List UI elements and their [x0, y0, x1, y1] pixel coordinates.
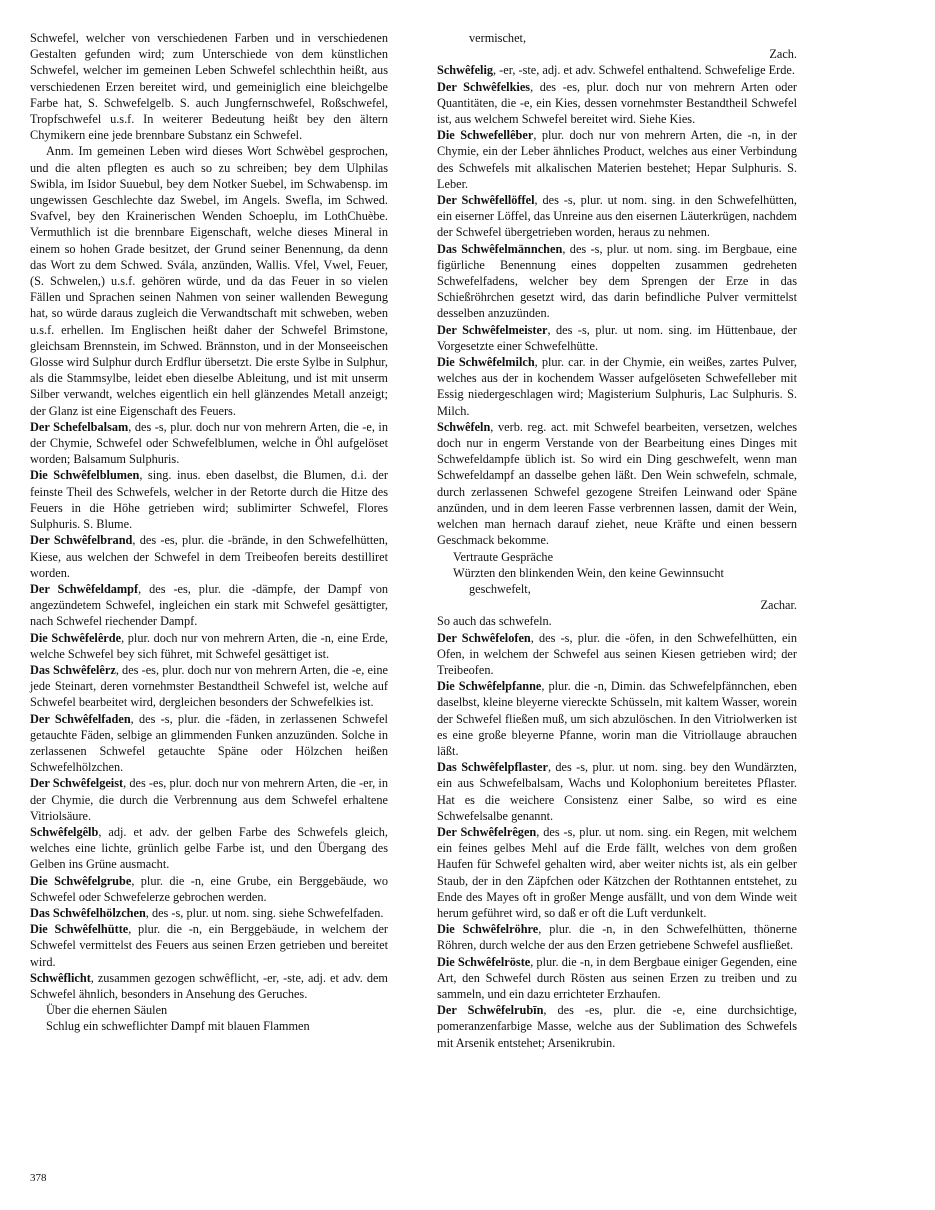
entry-headword: Die Schwêfelblumen: [30, 468, 140, 483]
entry-headword: Der Schwêfelfaden: [30, 711, 131, 726]
entry-definition: , -er, -ste, adj. et adv. Schwefel enthaltend. Schwefelige Erde.: [493, 63, 795, 78]
entry-definition: , des -es, plur. doch nur von mehrern Arten, die -e, eine jede Steinart, deren vornehmster Bestandtheil Schwefel ist, welche auf Schwefel bearbeitet wird, dergleichen besonders der Schwefelkies ist.: [30, 662, 388, 710]
entry-headword: Der Schwêfelofen: [437, 630, 531, 645]
page-number: 378: [30, 1172, 47, 1184]
entry-definition: , plur. die -n, in den Schwefelhütten, thönerne Röhren, durch welche der aus den Erzen getriebene Schwefel ausfließet.: [437, 922, 797, 953]
entry-definition: , des -s, plur. ut nom. sing. im Bergbaue, eine figürliche Benennung eines doppelten zusammen gedreheten Schwefelfadens, welcher bey dem Sprengen der Erze in das Schießröhrchen gesetzt wird, das darin befindliche Pulver vermittelst desselben anzuzünden.: [437, 241, 798, 321]
entry-headword: Der Schwêfelbrand: [30, 533, 133, 548]
entry-definition: , des -es, plur. die -e, eine durchsichtige, pomeranzenfarbige Masse, welche aus der Sublimation des Schwefels mit Arsenik entstehet; Arsenikrubin.: [437, 1003, 797, 1050]
entry-headword: Die Schwêfelmilch: [437, 355, 535, 370]
dictionary-entry: [30, 581, 388, 630]
verse-line: Schlug ein schweflichter Dampf mit blauen Flammen: [46, 1019, 310, 1034]
entry-definition: , des -es, plur. doch nur von mehrern Arten oder Quantitäten, die -e, ein Kies, dessen vornehmster Bestandtheil Schwefel ist, aus welchem Schwefel bereitet wird. Siehe Kies.: [437, 79, 797, 127]
entry-headword: Die Schwêfelröhre: [437, 922, 539, 937]
dictionary-entry: [437, 630, 797, 679]
dictionary-entry: [30, 775, 388, 824]
dictionary-entry: [30, 873, 388, 905]
entry-headword: Schwêfeln: [437, 419, 491, 434]
dictionary-entry: [437, 759, 797, 824]
entry-definition: , des -s, plur. doch nur von mehrern Arten, die -e, in der Chymie, Schwefel oder Schwefelblumen, welche in Öhl aufgelöset worden; Balsamum Sulphuris.: [30, 419, 388, 467]
dictionary-entry: [30, 662, 388, 711]
verse-line: Über die ehernen Säulen: [46, 1003, 168, 1018]
dictionary-entry: [437, 241, 797, 322]
entry-definition: , adj. et adv. der gelben Farbe des Schwefels gleich, welches eine lichte, grünlich gelbe Farbe ist, und den Übergang des Gelben ins Grüne ausmacht.: [30, 824, 388, 872]
entry-definition: , des -s, plur. ut nom. sing. in den Schwefelhütten, ein eiserner Löffel, das Unreine aus den eisernen Läuterkrügen, nachdem der Schwefel übergetrieben worden, heraus zu nehmen.: [437, 193, 797, 240]
entry-definition: , plur. doch nur von mehrern Arten, die -n, eine Erde, welche Schwefel bey sich führet, mit Schwefel gesättiget ist.: [30, 630, 388, 661]
entry-definition: , sing. inus. eben daselbst, die Blumen, d.i. der feinste Theil des Schwefels, welcher in der Retorte durch die Hitze des Feuers in die Höhe getrieben wird; sublimirter Schwefel, Flores Sulphuris. S. Blume.: [30, 468, 388, 532]
text-paragraph: So auch das schwefeln.: [437, 614, 552, 629]
dictionary-entry: [437, 954, 797, 1003]
entry-headword: Die Schwêfelgrube: [30, 873, 132, 888]
entry-definition: , des -s, plur. ut nom. sing. bey den Wundärzten, ein aus Schwefelbalsam, Wachs und Kolophonium bereitetes Pflaster. Hat es die weichere Consistenz einer Salbe, so wird es eine Schwefelsalbe genannt.: [437, 760, 797, 823]
entry-headword: Das Schwêfelhölzchen: [30, 905, 146, 920]
right-column: [437, 30, 797, 1051]
entry-headword: Die Schwêfelhütte: [30, 922, 129, 937]
dictionary-entry: [30, 419, 388, 468]
entry-definition: , plur. die -n, eine Grube, ein Berggebäude, wo Schwefel oder Schwefelerze gebrochen werden.: [30, 873, 389, 904]
entry-definition: , plur. die -n, Dimin. das Schwefelpfännchen, eben daselbst, kleine bleyerne viereckte Schüsseln, mit kaltem Wasser, worein der Schwefel fließen muß, um sich abzulöschen. In den Vitriolwerken ist es eine große bleyerne Pfanne, worin man die Vitriollauge abrauchen läßt.: [437, 679, 797, 758]
dictionary-entry: [437, 921, 797, 953]
dictionary-entry: [30, 630, 388, 662]
verse-line: vermischet,: [469, 31, 527, 45]
entry-headword: Schwêfelig: [437, 63, 494, 78]
entry-definition: , plur. die -n, in dem Bergbaue einiger Gegenden, eine Art, den Schwefel durch Rösten aus seinen Erzen zu treiben und zu sammeln, und ein dazu errichteter Erzhaufen.: [437, 954, 797, 1001]
entry-headword: Der Schwêfeldampf: [30, 581, 139, 596]
entry-definition: , des -es, plur. doch nur von mehrern Arten, die -er, in der Chymie, die durch die Verbrennung aus dem Schwefel erhaltene Vitriolsäure.: [30, 776, 388, 823]
entry-headword: Der Schwêfelgeist: [30, 776, 124, 791]
verse-attribution: Zachar.: [760, 598, 797, 613]
entry-headword: Der Schwêfellöffel: [437, 193, 535, 208]
entry-definition: , plur. die -n, ein Berggebäude, in welchem der Schwefel vermittelst des Feuers aus seinen Erzen getrieben und bereitet wird.: [30, 922, 388, 969]
entry-headword: Die Schwêfelêrde: [30, 630, 122, 645]
entry-definition: , des -es, plur. die -brände, in den Schwefelhütten, Kiese, aus welchen der Schwefel in dem Treibeofen bereits destilliret worden.: [30, 533, 388, 580]
dictionary-entry: [437, 192, 797, 241]
entry-headword: Schwêfelgêlb: [30, 824, 99, 839]
dictionary-entry: [437, 354, 797, 419]
verse-line: geschwefelt,: [469, 581, 531, 596]
left-column: [30, 30, 388, 1035]
entry-headword: Das Schwêfelêrz: [30, 662, 116, 677]
dictionary-entry: [30, 467, 388, 532]
entry-headword: Die Schwêfelröste: [437, 954, 531, 969]
dictionary-entry: [437, 322, 797, 354]
entry-headword: Die Schwefellêber: [437, 128, 534, 143]
entry-headword: Der Schefelbalsam: [30, 419, 129, 434]
entry-headword: Der Schwêfelmeister: [437, 322, 548, 337]
entry-definition: , des -s, plur. die -öfen, in den Schwefelhütten, ein Ofen, in welchem der Schwefel aus seinen Kiesen getrieben wird; der Treibeofen.: [437, 630, 797, 677]
entry-definition: , verb. reg. act. mit Schwefel bearbeiten, versetzen, welches doch nur in engerm Verstande von der Bearbeitung eines Dinges mit Schwefeldampfe üblich ist. So wird ein Ding geschwefelt, wenn man Schwefeldampf an dasselbe gehen läßt. Den Wein schwefeln, schmale, durch zerlassenen Schwefel gezogene Streifen Leinwand oder Späne anzünden, und in dem leeren Fasse verbrennen lassen, damit der Wein, welchen man hernach darauf ziehet, neue Kräfte und einen bessern Geschmack bekomme.: [437, 419, 797, 548]
text-paragraph: Schwefel, welcher von verschiedenen Farben und in verschiedenen Gestalten gefunden wird; zum Unterschiede von dem künstlichen Schwefel, welcher im gemeinen Leben Schwefel schlechthin heißt, aus verschiedenen Erzen bereitet wird, und gemeiniglich eine bleichgelbe Farbe hat, S. Schwefelgelb. S. auch Jungfernschwefel, Roßschwefel, Tropfschwefel u.s.f. In weiterer Bedeutung heißt bey den ältern Chymikern eine jede brennbare Substanz ein Schwefel.: [30, 31, 388, 143]
entry-headword: Der Schwêfelrubīn: [437, 1003, 544, 1018]
entry-headword: Das Schwêfelmännchen: [437, 241, 563, 256]
annotation-paragraph: Anm. Im gemeinen Leben wird dieses Wort Schwèbel gesprochen, und die alten pflegten es auch so zu schreiben; bey dem Ulphilas Swibla, im Isidor Suuebul, bey dem Notker Suebel, im Schwabensp. im ungewissen Geschlechte daz Swebel, im Angels. Swefla, im Schwed. Svafvel, bey den Krainerischen Wenden Schoeplu, im LothChuèbe. Vermuthlich ist die brennbare Eigenschaft, welche dieses Mineral in einem so hohen Grade besitzet, der Grund seiner Benennung, da denn das Wort zu dem Schwed. Svála, anzünden, Wallis. Vfel, Vwel, Feuer, (S. Schwelen,) u.s.f. gehören würde, und da das Feuer in so vielen Fällen und Sprachen seinen Nahmen von seiner wallenden Bewegung hat, so würde daraus zugleich die Verwandtschaft mit schweben, weben u.s.f. erhellen. Im Englischen heißt daher der Schwefel Brimstone, gleichsam Brennstein, im Schwed. Brännston, und in der Monseeischen Glosse wird Sulphur durch Erdflur übersetzt. Die erste Sylbe in Sulphur, als die Stammsylbe, leidet eben dieselbe Ableitung, und ist mit unserm Silber verwandt, welches eigentlich ein hell glänzendes Metall anzeigt; der Glanz ist eine Eigenschaft des Feuers.: [30, 144, 388, 418]
verse-line: Vertraute Gespräche: [453, 549, 554, 564]
entry-definition: , des -s, plur. ut nom. sing. siehe Schwefelfaden.: [145, 905, 384, 920]
entry-headword: Die Schwêfelpfanne: [437, 679, 542, 694]
dictionary-entry: [437, 419, 797, 549]
entry-headword: Das Schwêfelpflaster: [437, 760, 548, 775]
dictionary-entry: [30, 970, 388, 1002]
entry-definition: , plur. car. in der Chymie, ein weißes, zartes Pulver, welches aus der in kochendem Wasser aufgelöseten Schwefelleber mit Essig niedergeschlagen wird; Magisterium Sulphuris, Lac Sulphuris. S. Milch.: [437, 355, 798, 418]
dictionary-entry: [30, 824, 388, 873]
dictionary-entry: [437, 62, 797, 78]
verse-line: Würzten den blinkenden Wein, den keine Gewinnsucht: [453, 565, 724, 580]
dictionary-entry: [30, 532, 388, 581]
entry-definition: , des -s, plur. ut nom. sing. ein Regen, mit welchem ein feines gelbes Mehl auf die Erde fällt, welches von dem großen Haufen für Schwefel gehalten wird, aber weiter nichts ist, als ein gelber Staub, der in den Zäpfchen oder Kätzchen der Rothtannen entstehet, zu Ende des Mayes oft in großer Menge ausfällt, und von dem Winde weit herum geführet wird, so daß er oft die Luft verdunkelt.: [437, 824, 797, 920]
dictionary-entry: [30, 921, 388, 970]
dictionary-entry: [437, 127, 797, 192]
dictionary-entry: [437, 678, 797, 759]
verse-attribution: Zach.: [769, 47, 797, 62]
entry-definition: , zusammen gezogen schwêflicht, -er, -ste, adj. et adv. dem Schwefel ähnlich, besonders in Ansehung des Geruches.: [30, 970, 388, 1001]
dictionary-entry: [30, 711, 388, 776]
dictionary-entry: [437, 79, 797, 128]
entry-definition: , des -es, plur. die -dämpfe, der Dampf von angezündetem Schwefel, ingleichen ein stark mit Schwefel gesättigter, nach Schwefel riechender Dampf.: [30, 581, 388, 629]
entry-definition: , plur. doch nur von mehrern Arten, die -n, in der Chymie, ein der Leber ähnliches Product, welches aus einer Verbindung des Schwefels mit alkalischen Materien bestehet; Hepar Sulphuris. S. Leber.: [437, 128, 798, 191]
entry-headword: Der Schwêfelkies: [437, 79, 531, 94]
entry-headword: Schwêflicht: [30, 970, 91, 985]
entry-headword: Der Schwêfelrêgen: [437, 824, 537, 839]
dictionary-entry: [437, 824, 797, 921]
entry-definition: , des -s, plur. die -fäden, in zerlassenen Schwefel getauchte Fäden, selbige an glimmenden Funken anzuzünden. Solche in zerlassenen Schwefel getauchte Späne oder Hölzchen heißen Schwefelhölzchen.: [30, 711, 388, 775]
entry-definition: , des -s, plur. ut nom. sing. im Hüttenbaue, der Vorgesetzte einer Schwefelhütte.: [437, 322, 797, 353]
dictionary-entry: [30, 905, 388, 921]
dictionary-entry: [437, 1002, 797, 1051]
